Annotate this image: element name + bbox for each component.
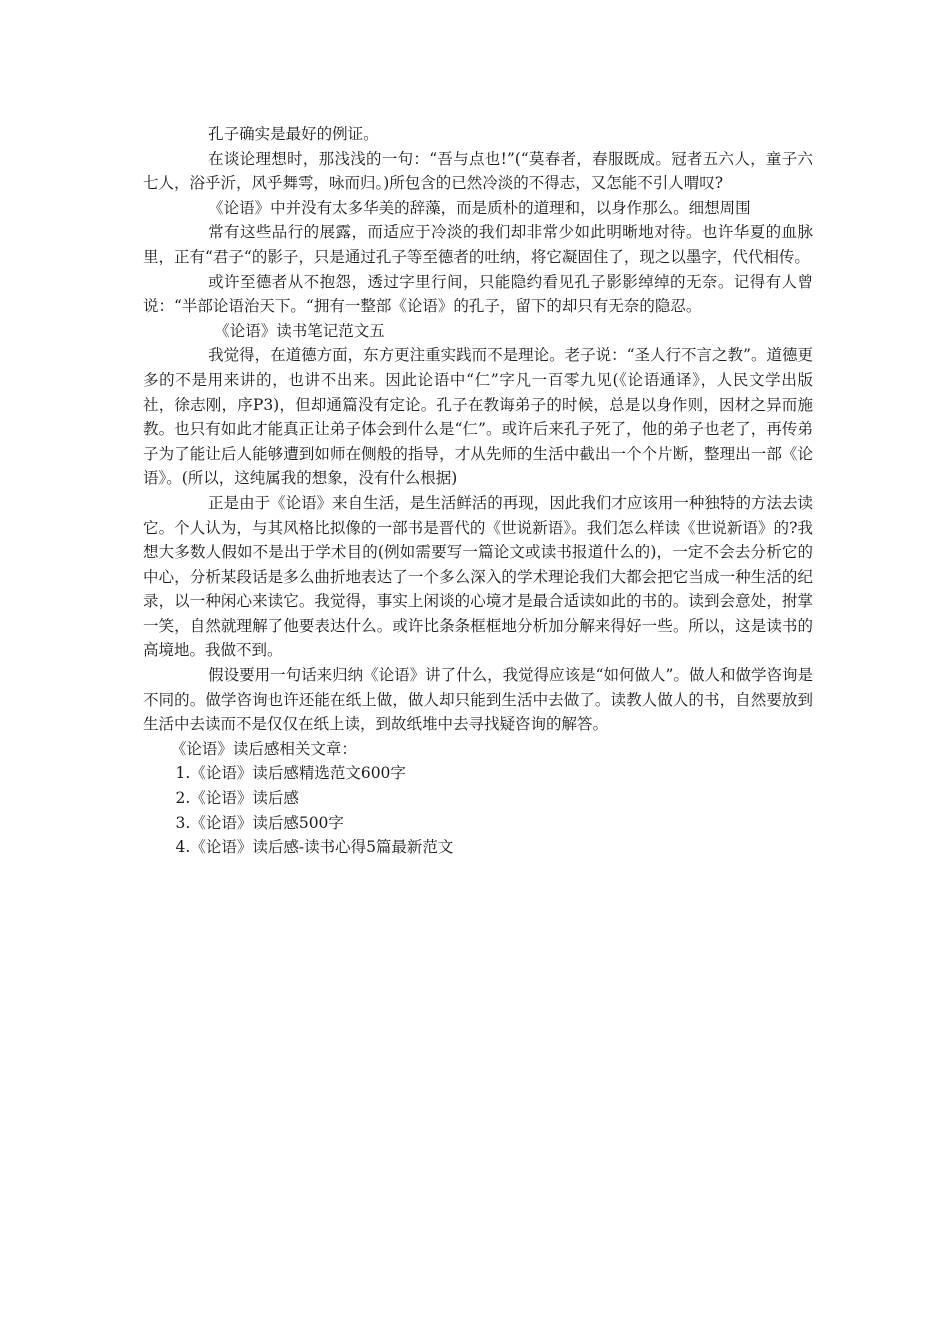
related-article-link[interactable]: 4.《论语》读后感-读书心得5篇最新范文 [175, 838, 454, 857]
paragraph-2: 在谈论理想时，那浅浅的一句：“吾与点也!”(“莫春者，春服既成。冠者五六人，童子六七人，浴乎沂，风乎舞雩，咏而归。)所包含的已然冷淡的不得志，又怎能不引人喟叹? [143, 149, 813, 193]
paragraph-1: 孔子确实是最好的例证。 [208, 125, 379, 143]
related-article-link[interactable]: 1.《论语》读后感精选范文600字 [175, 764, 406, 783]
related-article-link[interactable]: 2.《论语》读后感 [175, 789, 299, 808]
section-paragraph-3: 假设要用一句话来归纳《论语》讲了什么，我觉得应该是“如何做人”。做人和做学咨询是不同的。做学咨询也许还能在纸上做，做人却只能到生活中去做了。读教人做人的书，自然要放到生活中去读而不是仅仅在纸上读，到故纸堆中去寻找疑咨询的解答。 [143, 666, 813, 734]
section-heading: 《论语》读书笔记范文五 [214, 321, 385, 340]
section-paragraph-2: 正是由于《论语》来自生活，是生活鲜活的再现，因此我们才应该用一种独特的方法去读它。个人认为，与其风格比拟像的一部书是晋代的《世说新语》。我们怎么样读《世说新语》的?我想大多数人假如不是出于学术目的(例如需要写一篇论文或读书报道什么的)，一定不会去分析它的中心，分析某段话是多么曲折地表达了一个多么深入的学术理论我们大都会把它当成一种生活的纪录，以一种闲心来读它。我觉得，事实上闲谈的心境才是最合适读如此的书的。读到会意处，拊掌一笑，自然就理解了他要表达什么。或许比条条框框地分析加分解来得好一些。所以，这是读书的高境地。我做不到。 [143, 493, 813, 660]
related-articles-list [143, 761, 813, 859]
related-articles-title: 《论语》读后感相关文章： [170, 739, 357, 758]
related-article-link[interactable]: 3.《论语》读后感500字 [175, 813, 344, 832]
paragraph-5: 或许至德者从不抱怨，透过字里行间，只能隐约看见孔子影影绰绰的无奈。记得有人曾说：“半部论语治天下。“拥有一整部《论语》的孔子，留下的却只有无奈的隐忍。 [143, 272, 813, 316]
paragraph-3: 《论语》中并没有太多华美的辞藻，而是质朴的道理和，以身作那么。细想周围 [208, 198, 751, 217]
document-page [143, 122, 813, 860]
section-paragraph-1: 我觉得，在道德方面，东方更注重实践而不是理论。老子说：“圣人行不言之教”。道德更多的不是用来讲的，也讲不出来。因此论语中“仁”字凡一百零九见(《论语通译》，人民文学出版社，徐志刚，序P3)，但却通篇没有定论。孔子在教诲弟子的时候，总是以身作则，因材之异而施教。也只有如此才能真正让弟子体会到什么是“仁”。或许后来孔子死了，他的弟子也老了，再传弟子为了能让后人能够遭到如师在侧般的指导，才从先师的生活中截出一个个片断，整理出一部《论语》。(所以，这纯属我的想象，没有什么根据) [143, 346, 813, 488]
paragraph-4: 常有这些品行的展露，而适应于冷淡的我们却非常少如此明晰地对待。也许华夏的血脉里，正有“君子“的影子，只是通过孔子等至德者的吐纳，将它凝固住了，现之以墨字，代代相传。 [143, 223, 813, 266]
